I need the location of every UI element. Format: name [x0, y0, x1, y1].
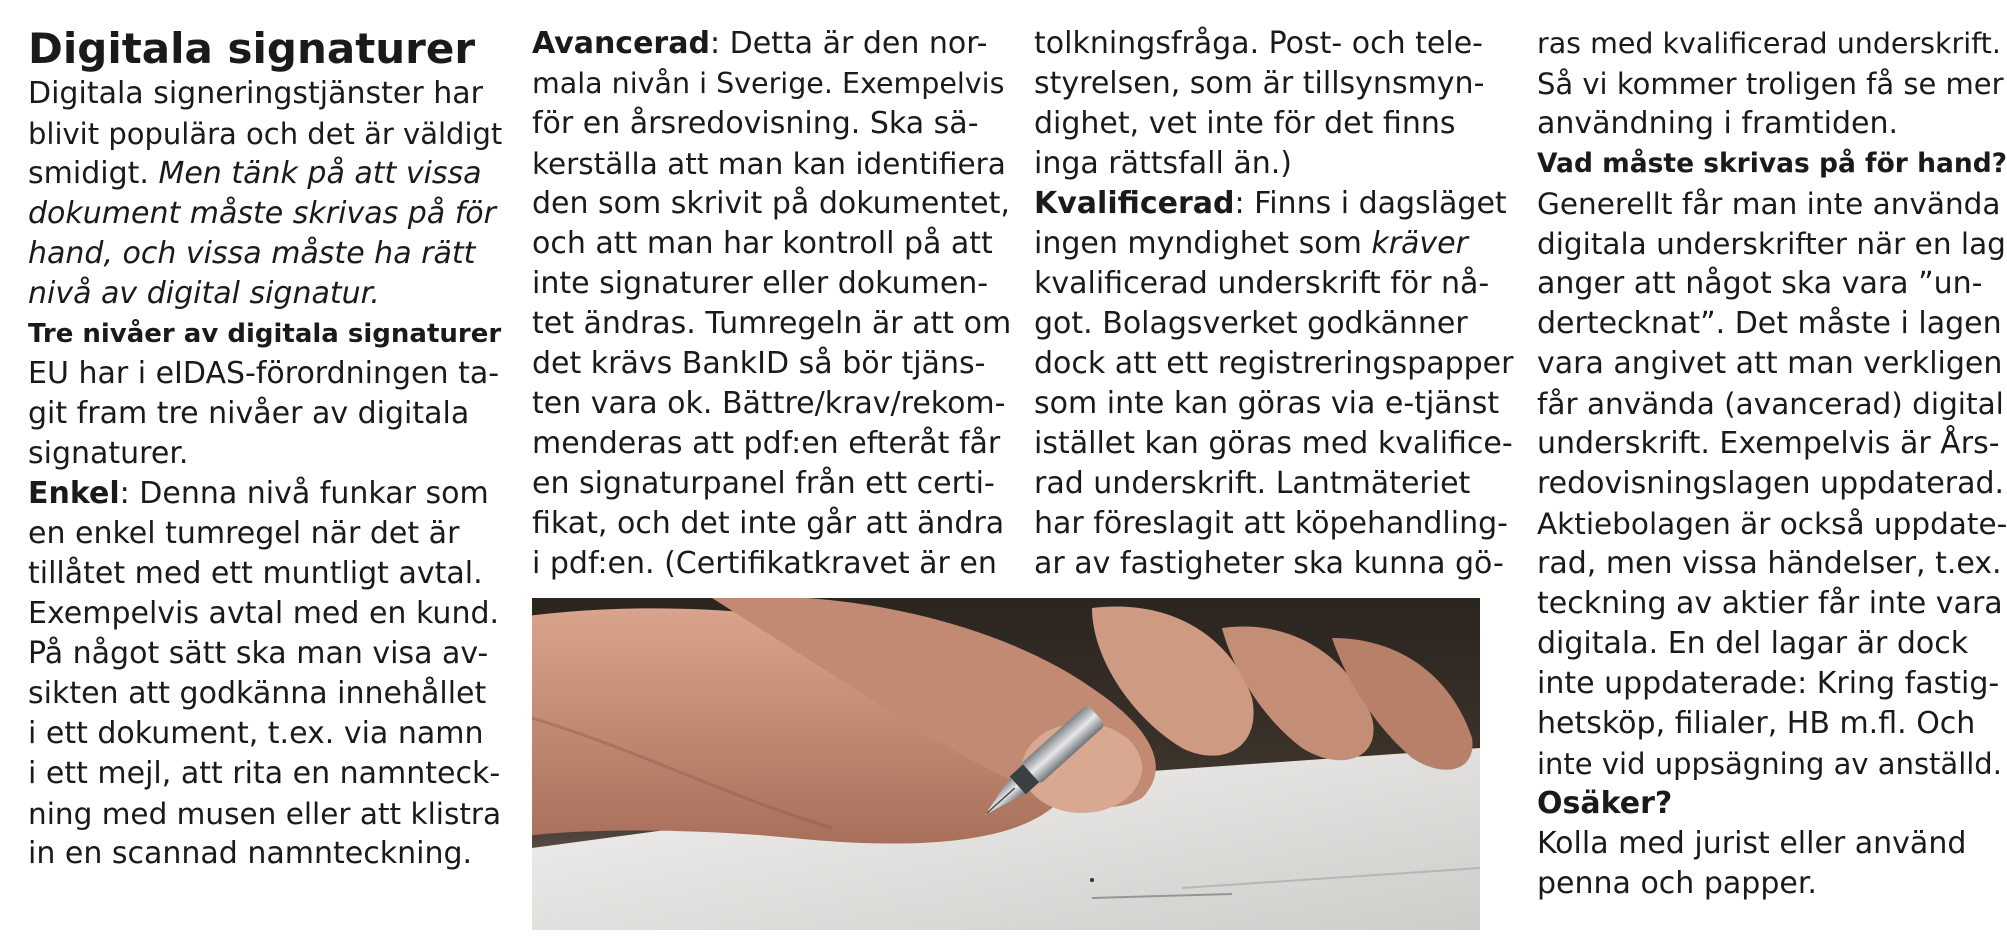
bold-text: Osäker? [1537, 786, 1673, 821]
text-line [1537, 184, 2000, 224]
text-line [1034, 464, 1470, 504]
text-line [1537, 104, 1898, 144]
text-line [1537, 824, 1966, 864]
text-line [532, 224, 993, 264]
hand-writing-with-fountain-pen-photo-icon [532, 598, 1480, 930]
body-text: digitala underskrifter när en lag [1537, 227, 2006, 261]
body-text: EU har i eIDAS-förordningen ta- [28, 356, 500, 391]
text-line [28, 314, 501, 354]
body-text: som inte kan göras via e-tjänst [1034, 386, 1500, 421]
text-line [1034, 544, 1504, 584]
body-text: : Denna nivå funkar som [119, 476, 489, 511]
text-line [1537, 304, 2002, 344]
text-line [1537, 864, 1817, 904]
body-text: och att man har kontroll på att [532, 226, 993, 261]
body-text: tet ändras. Tumregeln är att om [532, 306, 1012, 341]
text-line [1537, 504, 2007, 544]
text-line [1034, 184, 1507, 224]
text-line [1537, 464, 2004, 504]
text-line [1537, 544, 2002, 584]
body-text: Aktiebolagen är också uppdate- [1537, 507, 2007, 541]
text-line [1537, 264, 1983, 304]
text-line [532, 184, 1010, 224]
body-text: redovisningslagen uppdaterad. [1537, 466, 2005, 501]
body-text: Så vi kommer troligen få se mer [1537, 67, 2004, 101]
text-line [532, 344, 985, 384]
text-line [1537, 584, 2003, 624]
body-text: Digitala signeringstjänster har [28, 76, 483, 111]
body-text: : Detta är den nor- [709, 26, 988, 61]
text-line [532, 104, 979, 144]
body-text: rad, men vissa händelser, t.ex. [1537, 546, 2002, 581]
body-text: inte signaturer eller dokumen- [532, 266, 989, 301]
body-text: det krävs BankID så bör tjäns- [532, 346, 986, 381]
text-line [1034, 344, 1513, 384]
body-text: i pdf:en. (Certifikatkravet är en [532, 546, 997, 581]
body-text: anger att något ska vara ”un- [1537, 266, 1983, 301]
text-line [28, 554, 483, 594]
text-line [532, 464, 995, 504]
text-line [28, 514, 459, 554]
body-text: sikten att godkänna innehållet [28, 676, 487, 711]
bold-text: Enkel [28, 476, 120, 511]
text-line [1537, 424, 2000, 464]
body-text: istället kan göras med kvalifice- [1034, 426, 1513, 461]
text-line [1537, 384, 2004, 424]
body-text: inte vid uppsägning av anställd. [1537, 747, 2002, 781]
text-line [1537, 24, 2001, 64]
text-line [532, 264, 988, 304]
body-text: menderas att pdf:en efteråt får [532, 426, 1001, 461]
text-line [1537, 704, 1975, 744]
italic-text: Men tänk på att vissa [158, 156, 482, 191]
text-line [532, 64, 1004, 104]
bold-text: Kvalificerad [1034, 186, 1235, 221]
body-text: smidigt. [28, 156, 159, 191]
bold-text: Tre nivåer av digitala signaturer [28, 319, 502, 349]
body-text: ten vara ok. Bättre/krav/rekom- [532, 386, 1006, 421]
body-text: underskrift. Exempelvis är Års- [1537, 426, 2000, 461]
page-title: Digitala signaturer [28, 24, 476, 73]
text-line [532, 544, 997, 584]
text-line [1034, 144, 1292, 184]
body-text: in en scannad namnteckning. [28, 836, 473, 871]
italic-text: kräver [1371, 226, 1468, 261]
body-text: ar av fastigheter ska kunna gö- [1034, 546, 1504, 581]
body-text: i ett dokument, t.ex. via namn [28, 716, 484, 751]
body-text: tolkningsfråga. Post- och tele- [1034, 26, 1484, 61]
body-text: rad underskrift. Lantmäteriet [1034, 466, 1471, 501]
hand-writing-photo [532, 598, 1480, 930]
body-text: dertecknat”. Det måste i lagen [1537, 306, 2002, 341]
text-line [1034, 24, 1483, 64]
text-line [1034, 264, 1489, 304]
body-text: ning med musen eller att klistra [28, 797, 502, 831]
text-line [28, 714, 483, 754]
text-line [28, 754, 500, 794]
bold-text: Avancerad [532, 26, 710, 61]
body-text: har föreslagit att köpehandling- [1034, 506, 1508, 541]
text-line [1034, 504, 1508, 544]
body-text: vara angivet att man verkligen [1537, 346, 2003, 381]
text-line [1034, 304, 1468, 344]
text-line [1034, 104, 1455, 144]
text-line [28, 194, 496, 234]
body-text: en signaturpanel från ett certi- [532, 466, 995, 501]
body-text: tillåtet med ett muntligt avtal. [28, 556, 483, 591]
body-text: dock att ett registreringspapper [1034, 346, 1514, 381]
text-line [1537, 664, 1999, 704]
body-text: användning i framtiden. [1537, 106, 1899, 141]
body-text: : Finns i dagsläget [1234, 186, 1507, 221]
text-line [532, 504, 1004, 544]
text-line [532, 384, 1005, 424]
text-line [28, 354, 499, 394]
body-text: styrelsen, som är tillsynsmyn- [1034, 66, 1485, 101]
body-text: Exempelvis avtal med en kund. [28, 596, 500, 631]
body-text: ras med kvalificerad underskrift. [1537, 27, 2001, 60]
text-line [28, 474, 489, 514]
text-line [1034, 424, 1513, 464]
body-text: den som skrivit på dokumentet, [532, 186, 1010, 221]
text-line [28, 594, 499, 634]
body-text: inga rättsfall än.) [1034, 146, 1292, 181]
text-line [532, 424, 1000, 464]
text-line [1537, 344, 2002, 384]
body-text: fikat, och det inte går att ändra [532, 506, 1005, 541]
italic-text: dokument måste skrivas på för [28, 196, 496, 231]
text-line [532, 304, 1011, 344]
text-line [532, 24, 988, 64]
body-text: inte uppdaterade: Kring fastig- [1537, 666, 2000, 701]
body-text: hetsköp, filialer, HB m.fl. Och [1537, 706, 1976, 741]
body-text: blivit populära och det är väldigt [28, 117, 503, 151]
text-line [1537, 224, 2006, 264]
text-line [28, 154, 482, 194]
text-line [1537, 784, 1672, 824]
body-text: Generellt får man inte använda [1537, 187, 2001, 221]
text-line [28, 634, 488, 674]
body-text: i ett mejl, att rita en namnteck- [28, 756, 501, 791]
text-line [1034, 384, 1499, 424]
italic-text: hand, och vissa måste ha rätt [28, 236, 476, 271]
text-line [28, 434, 188, 474]
italic-text: nivå av digital signatur. [28, 276, 380, 311]
text-line [1537, 744, 2002, 784]
body-text: signaturer. [28, 436, 189, 471]
body-text: får använda (avancerad) digital [1537, 387, 2004, 421]
body-text: penna och papper. [1537, 866, 1817, 901]
body-text: Kolla med jurist eller använd [1537, 826, 1967, 861]
body-text: mala nivån i Sverige. Exempelvis [532, 67, 1005, 100]
text-line [28, 74, 483, 114]
bold-text: Vad måste skrivas på för hand? [1537, 148, 2007, 179]
body-text: kvalificerad underskrift för nå- [1034, 266, 1490, 301]
text-line [28, 274, 380, 314]
body-text: git fram tre nivåer av digitala [28, 396, 470, 431]
text-line [1537, 624, 1968, 664]
text-line [28, 234, 475, 274]
text-line [28, 114, 502, 154]
text-line [1034, 64, 1484, 104]
text-line [28, 674, 486, 714]
body-text: en enkel tumregel när det är [28, 516, 460, 551]
text-line [1034, 224, 1468, 264]
text-line [28, 834, 472, 874]
body-text: ingen myndighet som [1034, 226, 1372, 261]
text-line [1537, 64, 2004, 104]
text-line [28, 794, 501, 834]
body-text: kerställa att man kan identifiera [532, 147, 1006, 181]
body-text: got. Bolagsverket godkänner [1034, 306, 1468, 341]
text-line [28, 394, 469, 434]
body-text: dighet, vet inte för det finns [1034, 106, 1456, 141]
text-line [532, 144, 1006, 184]
body-text: teckning av aktier får inte vara [1537, 586, 2003, 621]
body-text: för en årsredovisning. Ska sä- [532, 106, 979, 141]
text-line [1537, 144, 2007, 184]
body-text: På något sätt ska man visa av- [28, 636, 489, 671]
body-text: digitala. En del lagar är dock [1537, 626, 1969, 661]
